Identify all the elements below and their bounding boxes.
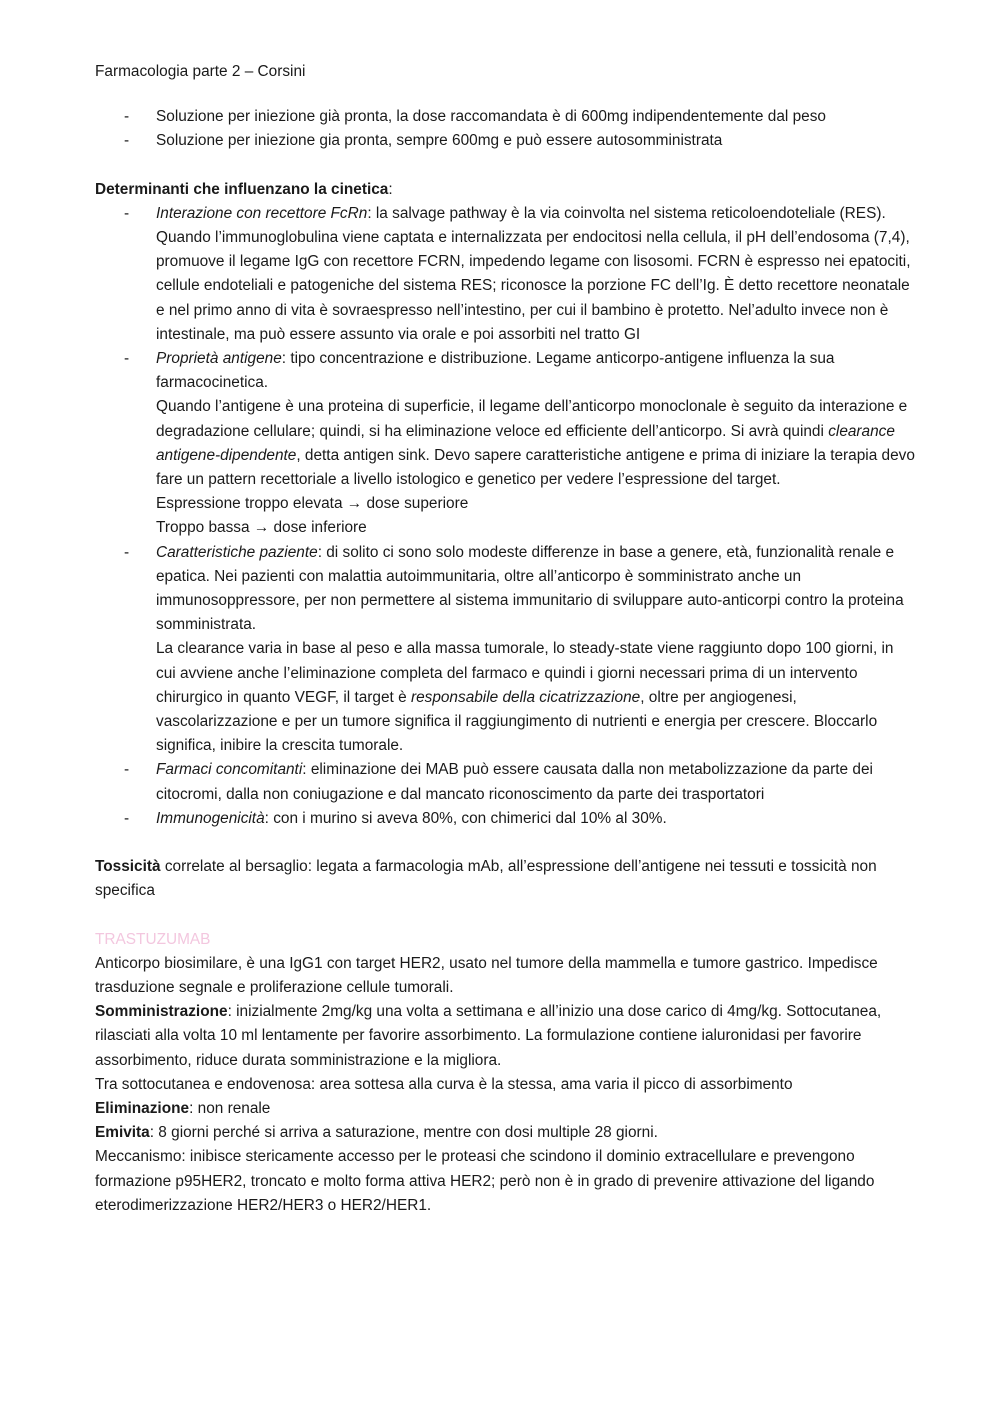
item-label: Interazione con recettore FcRn	[156, 204, 368, 222]
list-item: - Soluzione per iniezione già pronta, la dose raccomandata è di 600mg indipendentemente dal peso	[95, 105, 915, 129]
sottocutanea-paragraph: Tra sottocutanea e endovenosa: area sottesa alla curva è la stessa, ama varia il picco di assorbimento	[95, 1075, 793, 1093]
item-label: Caratteristiche paziente	[156, 543, 318, 561]
list-item-fcrn: - Interazione con recettore FcRn: la salvage pathway è la via coinvolta nel sistema reticoloendoteliale (RES). Quando l’immunoglobulina viene captata e internalizzata per endocitosi nella cellula, il pH dell’endosoma (7,4), promuove il legame IgG con recettore FCRN, impedendo legame con lisosomi. FCRN è espresso nei epatociti, cellule endoteliali e patogeniche del sistema RES; riconosce la porzione FC dell’Ig. È detto recettore neonatale e nel primo anno di vita è sovraespresso nell’intestino, per cui il bambino è protetto. Nel’adulto invece non è intestinale, ma può essere assunto via orale e poi assorbiti nel tratto GI	[95, 202, 915, 347]
page-header: Farmacologia parte 2 – Corsini	[95, 63, 306, 80]
eliminazione-paragraph: Eliminazione: non renale	[95, 1099, 271, 1117]
dose-line: Espressione troppo elevata → dose superiore	[156, 495, 469, 513]
determinanti-list	[95, 202, 915, 831]
list-item-antigene: - Proprietà antigene: tipo concentrazione e distribuzione. Legame anticorpo-antigene influenza la sua farmacocinetica. Quando l’antigene è una proteina di superficie, il legame dell’anticorpo monoclonale è seguito da interazione e degradazione cellulare; quindi, si ha eliminazione veloce ed efficiente dell’anticorpo. Si avrà quindi clearance antigene-dipendente, detta antigen sink. Devo sapere caratteristiche antigene e prima di iniziare la terapia devo fare un pattern recettoriale a livello istologico e genetico per vedere l’espressione del target. Espressione troppo elevata → dose superiore Troppo bassa → dose inferiore	[95, 347, 915, 541]
somministrazione-paragraph: Somministrazione: inizialmente 2mg/kg una volta a settimana e all’inizio una dose carico di 4mg/kg. Sottocutanea, rilasciati alla volta 10 ml lentamente per favorire assorbimento. La formulazione contiene ialuronidasi per favorire assorbimento, riduce durata somministrazione e la migliora.	[95, 1003, 882, 1069]
list-item-paziente: - Caratteristiche paziente: di solito ci sono solo modeste differenze in base a genere, età, funzionalità renale e epatica. Nei pazienti con malattia autoimmunitaria, oltre all’anticorpo è somministrato anche un immunosoppressore, per non permettere al sistema immunitario di sviluppare auto-anticorpi contro la proteina somministrata. La clearance varia in base al peso e alla massa tumorale, lo steady-state viene raggiunto dopo 100 giorni, in cui avviene anche l’eliminazione completa del farmaco e quindi i giorni necessari prima di un intervento chirurgico in quanto VEGF, il target è responsabile della cicatrizzazione, oltre per angiogenesi, vascolarizzazione e per un tumore significa il raggiungimento di nutrienti e energia per crescere. Bloccarlo significa, inibire la crescita tumorale.	[95, 541, 915, 759]
dose-line: Troppo bassa → dose inferiore	[156, 519, 367, 537]
list-item: - Soluzione per iniezione gia pronta, sempre 600mg e può essere autosomministrata	[95, 129, 915, 153]
item-label: Immunogenicità	[156, 809, 265, 827]
intro-bullet-list	[95, 105, 915, 153]
document-page	[95, 60, 915, 1218]
item-label: Proprietà antigene	[156, 350, 282, 368]
emivita-paragraph: Emivita: 8 giorni perché si arriva a saturazione, mentre con dosi multiple 28 giorni.	[95, 1124, 658, 1142]
item-label: Farmaci concomitanti	[156, 761, 303, 779]
bold-heading: Determinanti che influenzano la cinetica	[95, 180, 389, 198]
trastuzumab-heading: TRASTUZUMAB	[95, 930, 211, 948]
paragraph: Quando l’antigene è una proteina di superficie, il legame dell’anticorpo monoclonale è seguito da interazione e degradazione cellulare; quindi, si ha eliminazione veloce ed efficiente dell’anticorpo. Si avrà quindi clearance antigene-dipendente, detta antigen sink. Devo sapere caratteristiche antigene e prima di iniziare la terapia devo fare un pattern recettoriale a livello istologico e genetico per vedere l’espressione del target.	[156, 398, 915, 489]
trastuzumab-intro: Anticorpo biosimilare, è una IgG1 con target HER2, usato nel tumore della mammella e tumore gastrico. Impedisce trasduzione segnale e proliferazione cellule tumorali.	[95, 954, 878, 996]
meccanismo-paragraph: Meccanismo: inibisce stericamente accesso per le proteasi che scindono il dominio extracellulare e prevengono formazione p95HER2, troncato e molto forma attiva HER2; però non è in grado di prevenire attivazione del ligando eterodimerizzazione HER2/HER3 o HER2/HER1.	[95, 1148, 875, 1214]
list-item-farmaci: - Farmaci concomitanti: eliminazione dei MAB può essere causata dalla non metabolizzazione da parte dei citocromi, dalla non coniugazione e dal mancato riconoscimento da parte dei trasportatori	[95, 758, 915, 806]
section-heading-determinanti: Determinanti che influenzano la cinetica:	[95, 180, 393, 198]
list-item-immunogenicita: - Immunogenicità: con i murino si aveva 80%, con chimerici dal 10% al 30%.	[95, 807, 915, 831]
tossicita-paragraph: Tossicità correlate al bersaglio: legata a farmacologia mAb, all’espressione dell’antigene nei tessuti e tossicità non specifica	[95, 858, 877, 900]
paragraph: La clearance varia in base al peso e alla massa tumorale, lo steady-state viene raggiunto dopo 100 giorni, in cui avviene anche l’eliminazione completa del farmaco e quindi i giorni necessari prima di un intervento chirurgico in quanto VEGF, il target è responsabile della cicatrizzazione, oltre per angiogenesi, vascolarizzazione e per un tumore significa il raggiungimento di nutrienti e energia per crescere. Bloccarlo significa, inibire la crescita tumorale.	[156, 640, 894, 755]
